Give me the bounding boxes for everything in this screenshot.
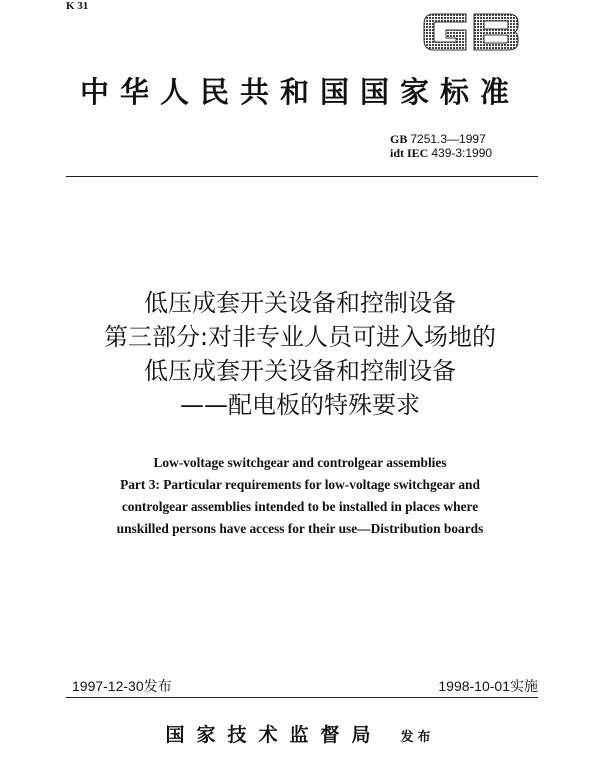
english-title-line-2: Part 3: Particular requirements for low-voltage switchgear and: [120, 477, 480, 492]
chinese-title-line-2: 第三部分:对非专业人员可进入场地的: [103, 323, 497, 351]
idt-prefix: idt IEC: [390, 146, 429, 160]
bottom-divider: [66, 697, 538, 698]
english-title: [60, 452, 540, 540]
chinese-title-line-4: ——配电板的特殊要求: [180, 391, 420, 419]
top-divider: [66, 176, 538, 177]
idt-number: 439-3:1990: [431, 146, 493, 160]
publisher: 国家技术监督局: [165, 724, 383, 746]
issue-date: 1997-12-30发布: [72, 678, 172, 694]
standard-numbers: [390, 132, 492, 160]
publish-label: 发布: [400, 730, 435, 745]
english-title-line-4: unskilled persons have access for their use—Distribution boards: [116, 521, 484, 536]
chinese-title-line-3: 低压成套开关设备和控制设备: [144, 357, 456, 385]
gb-logo: [420, 8, 524, 56]
classification-code: K 31: [66, 0, 89, 12]
chinese-title-line-1: 低压成套开关设备和控制设备: [144, 289, 456, 317]
idt-number-line: [390, 146, 492, 160]
implementation-date: 1998-10-01实施: [438, 678, 538, 694]
chinese-title: [0, 286, 600, 422]
gb-number: 7251.3—1997: [410, 132, 486, 146]
gb-prefix: GB: [390, 132, 408, 146]
national-standard-title: 中华人民共和国国家标准: [79, 75, 520, 109]
english-title-line-1: Low-voltage switchgear and controlgear assemblies: [153, 455, 447, 470]
english-title-line-3: controlgear assemblies intended to be installed in places where: [121, 499, 479, 514]
publisher-line: [0, 720, 600, 747]
gb-number-line: [390, 132, 492, 146]
